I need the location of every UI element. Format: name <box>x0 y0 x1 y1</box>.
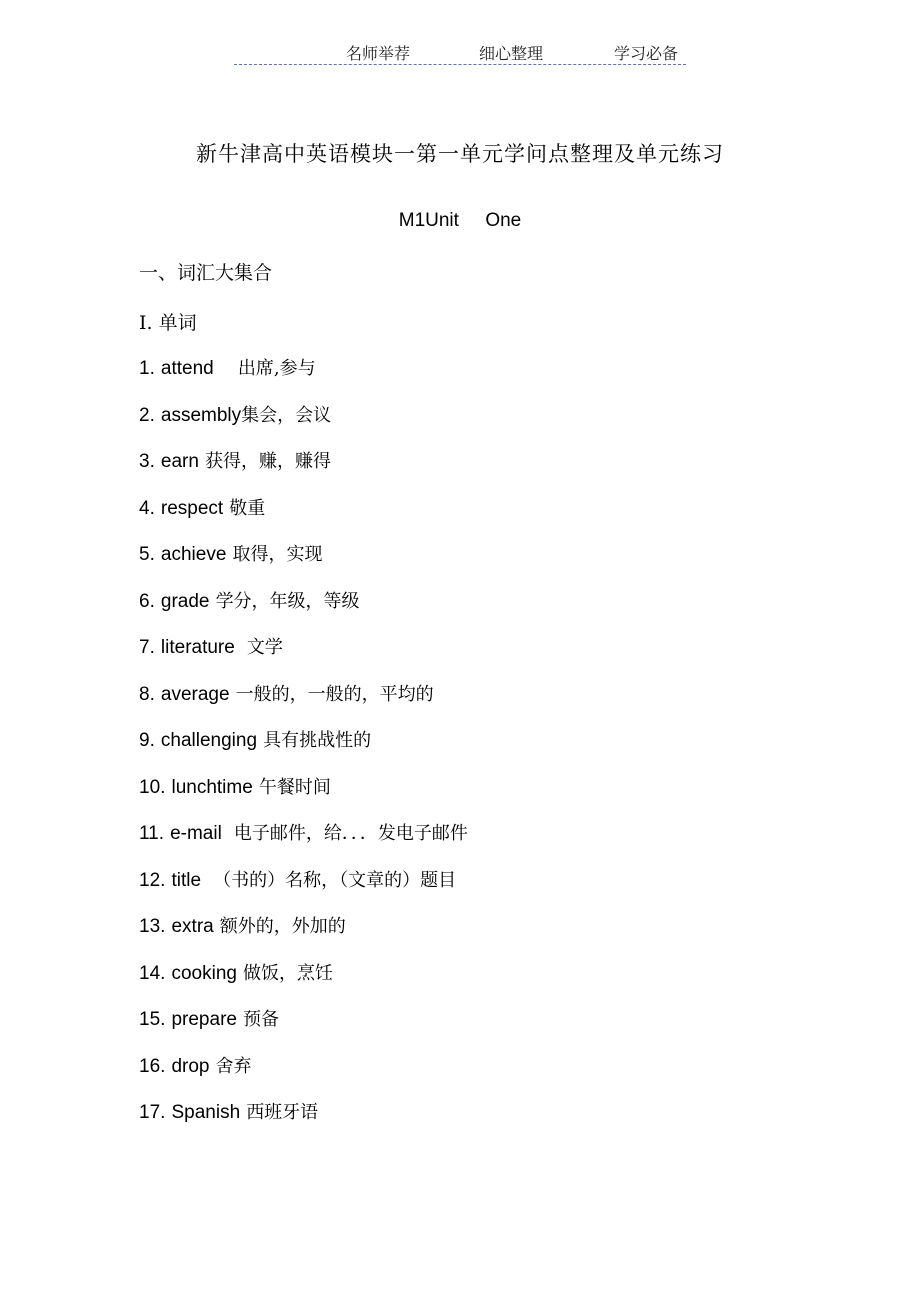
vocab-word: average <box>160 683 230 705</box>
vocab-number: 11. <box>139 823 165 844</box>
vocab-number: 17. <box>139 1102 166 1123</box>
vocab-item <box>139 774 468 821</box>
vocab-number: 9. <box>139 730 155 751</box>
vocab-word: earn <box>160 451 199 472</box>
vocab-item <box>139 820 468 867</box>
vocab-meaning: 学分，年级，等级 <box>215 590 360 612</box>
vocab-item <box>139 634 468 681</box>
vocab-number: 7. <box>139 637 155 658</box>
vocab-meaning: 午餐时间 <box>258 776 331 798</box>
vocab-meaning: 舍弃 <box>215 1055 252 1077</box>
vocab-meaning: 文学 <box>246 637 283 658</box>
vocab-meaning: 取得，实现 <box>232 544 323 565</box>
vocab-item <box>139 541 468 588</box>
vocabulary-list <box>139 355 468 1146</box>
unit-title: M1Unit One <box>398 210 522 231</box>
vocab-number: 13. <box>139 916 166 937</box>
vocab-word: title <box>171 869 202 891</box>
header-tag-essential: 学习必备 <box>614 44 679 63</box>
vocab-word: cooking <box>171 962 237 984</box>
vocab-word: drop <box>171 1055 210 1077</box>
header-tag-organized: 细心整理 <box>479 44 544 63</box>
vocab-number: 1. <box>139 358 155 379</box>
page-header <box>234 40 686 65</box>
header-tag-recommend: 名师举荐 <box>346 44 411 63</box>
vocab-number: 12. <box>139 869 166 891</box>
vocab-meaning: 出席,参与 <box>237 358 316 379</box>
vocab-number: 5. <box>139 544 155 565</box>
vocab-word: grade <box>160 590 210 612</box>
vocab-word: prepare <box>171 1009 237 1030</box>
vocab-meaning: 获得，赚，赚得 <box>204 451 331 472</box>
vocab-word: lunchtime <box>171 776 253 798</box>
vocab-word: attend <box>160 358 214 379</box>
vocab-word: e-mail <box>170 823 222 844</box>
vocab-item <box>139 1006 468 1053</box>
vocab-item <box>139 1099 468 1146</box>
vocab-word: challenging <box>160 730 258 751</box>
vocab-meaning: 做饭，烹饪 <box>243 962 334 984</box>
vocab-word: achieve <box>160 544 227 565</box>
vocab-meaning: 西班牙语 <box>246 1102 319 1123</box>
vocab-meaning: 具有挑战性的 <box>263 730 372 751</box>
document-title: 新牛津高中英语模块一第一单元学问点整理及单元练习 <box>196 142 724 166</box>
vocab-meaning: 敬重 <box>229 497 266 519</box>
section-heading-words: I. 单词 <box>139 312 197 334</box>
vocab-number: 2. <box>139 404 155 426</box>
vocab-number: 16. <box>139 1055 166 1077</box>
vocab-number: 4. <box>139 497 155 519</box>
vocab-item <box>139 867 468 914</box>
vocab-item <box>139 681 468 728</box>
vocab-item <box>139 913 468 960</box>
vocab-item <box>139 355 468 402</box>
vocab-item <box>139 495 468 542</box>
vocab-number: 14. <box>139 962 166 984</box>
vocab-meaning: 一般的，一般的，平均的 <box>235 683 434 705</box>
vocab-word: literature <box>160 637 235 658</box>
vocab-meaning: 集会，会议 <box>241 404 332 426</box>
vocab-item <box>139 448 468 495</box>
vocab-number: 10. <box>139 776 166 798</box>
vocab-word: extra <box>171 916 214 937</box>
vocab-item <box>139 960 468 1007</box>
section-heading-vocabulary: 一、词汇大集合 <box>139 262 273 284</box>
vocab-number: 15. <box>139 1009 166 1030</box>
vocab-item <box>139 402 468 449</box>
vocab-number: 8. <box>139 683 155 705</box>
vocab-word: assembly <box>160 404 242 426</box>
vocab-item <box>139 1053 468 1100</box>
vocab-number: 3. <box>139 451 155 472</box>
vocab-meaning: （书的）名称，（文章的）题目 <box>213 869 457 891</box>
vocab-item <box>139 588 468 635</box>
vocab-word: Spanish <box>171 1102 241 1123</box>
vocab-item <box>139 727 468 774</box>
vocab-word: respect <box>160 497 224 519</box>
vocab-meaning: 预备 <box>243 1009 280 1030</box>
vocab-meaning: 额外的，外加的 <box>219 916 346 937</box>
vocab-meaning: 电子邮件，给．．．发电子邮件 <box>233 823 468 844</box>
vocab-number: 6. <box>139 590 155 612</box>
